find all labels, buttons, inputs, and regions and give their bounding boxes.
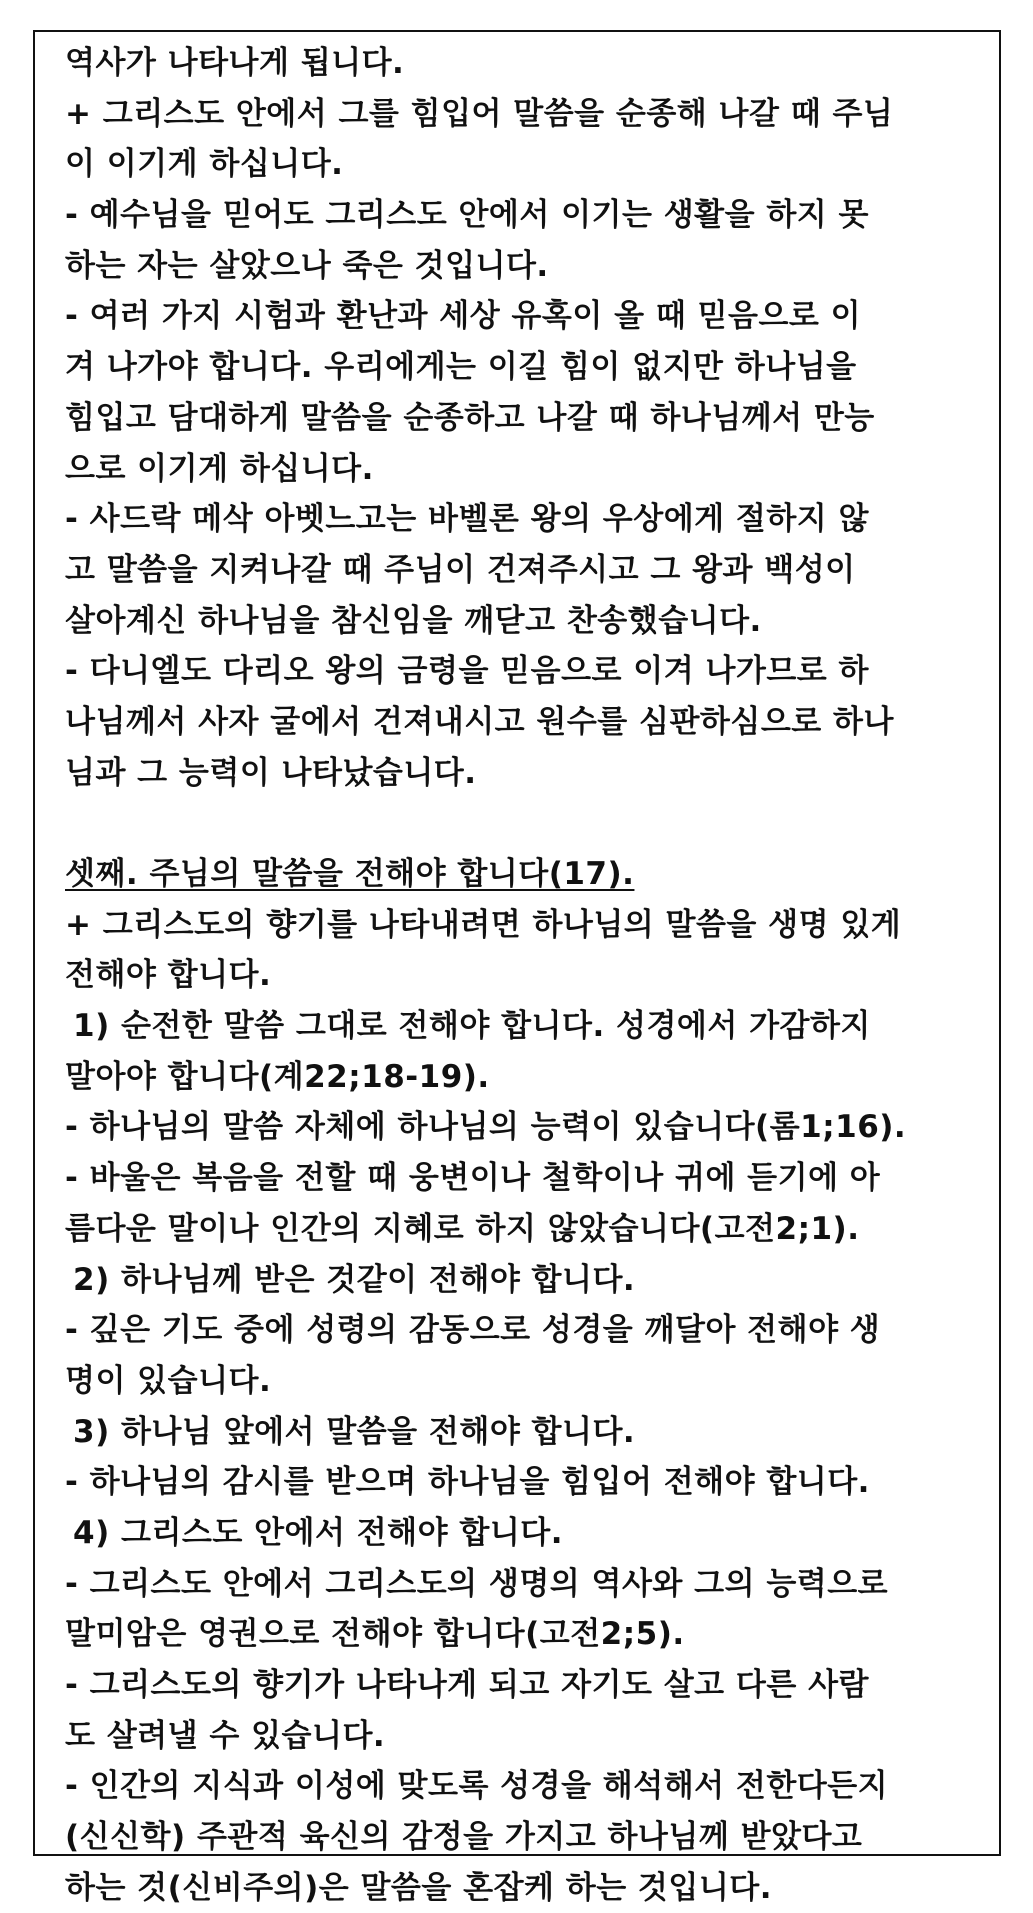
- text-line: 명이 있습니다.: [65, 1362, 272, 1399]
- numbered-point: 1) 순전한 말씀 그대로 전해야 합니다. 성경에서 가감하지: [73, 1008, 871, 1045]
- text-line: - 다니엘도 다리오 왕의 금령을 믿음으로 이겨 나가므로 하: [65, 653, 869, 690]
- text-line: + 그리스도의 향기를 나타내려면 하나님의 말씀을 생명 있게: [65, 906, 902, 943]
- text-line: - 그리스도의 향기가 나타나게 되고 자기도 살고 다른 사람: [65, 1667, 869, 1703]
- text-line: 름다운 말이나 인간의 지혜로 하지 않았습니다(고전2;1).: [65, 1210, 860, 1247]
- text-line: 겨 나가야 합니다. 우리에게는 이길 힘이 없지만 하나님을: [65, 349, 857, 386]
- section-heading: 셋째. 주님의 말씀을 전해야 합니다(17).: [65, 856, 635, 892]
- text-line: 고 말씀을 지켜나갈 때 주님이 건져주시고 그 왕과 백성이: [65, 551, 856, 588]
- text-line: 으로 이기게 하십니다.: [65, 450, 374, 487]
- numbered-point: 3) 하나님 앞에서 말씀을 전해야 합니다.: [73, 1413, 636, 1450]
- document-frame: [33, 30, 1001, 1906]
- text-line: - 하나님의 감시를 받으며 하나님을 힘입어 전해야 합니다.: [65, 1464, 870, 1501]
- section-heading-line: [65, 849, 985, 900]
- text-line: (신신학) 주관적 육신의 감정을 가지고 하나님께 받았다고: [65, 1819, 863, 1856]
- numbered-point: 4) 그리스도 안에서 전해야 합니다.: [73, 1514, 563, 1551]
- text-line: 살아계신 하나님을 참신임을 깨닫고 찬송했습니다.: [65, 602, 762, 639]
- text-line: - 예수님을 믿어도 그리스도 안에서 이기는 생활을 하지 못: [65, 197, 869, 234]
- text-line: 도 살려낼 수 있습니다.: [65, 1717, 386, 1754]
- text-line: - 사드락 메삭 아벳느고는 바벨론 왕의 우상에게 절하지 않: [65, 501, 869, 538]
- text-line: - 인간의 지식과 이성에 맞도록 성경을 해석해서 전한다든지: [65, 1768, 889, 1805]
- text-line: - 그리스도 안에서 그리스도의 생명의 역사와 그의 능력으로: [65, 1565, 889, 1602]
- text-line: 힘입고 담대하게 말씀을 순종하고 나갈 때 하나님께서 만능: [65, 399, 875, 436]
- text-line: - 바울은 복음을 전할 때 웅변이나 철학이나 귀에 듣기에 아: [65, 1160, 881, 1197]
- text-line: 하는 자는 살았으나 죽은 것입니다.: [65, 247, 549, 284]
- text-line: 말미암은 영권으로 전해야 합니다(고전2;5).: [65, 1616, 685, 1653]
- numbered-point: 2) 하나님께 받은 것같이 전해야 합니다.: [73, 1261, 636, 1298]
- text-line: - 하나님의 말씀 자체에 하나님의 능력이 있습니다(롬1;16).: [65, 1109, 907, 1146]
- text-line: 전해야 합니다.: [65, 957, 272, 994]
- text-line: + 그리스도 안에서 그를 힘입어 말씀을 순종해 나갈 때 주님: [65, 95, 894, 132]
- text-line: - 깊은 기도 중에 성령의 감동으로 성경을 깨달아 전해야 생: [65, 1312, 881, 1349]
- document-text: [65, 38, 985, 1913]
- text-line: 말아야 합니다(계22;18-19).: [65, 1058, 490, 1095]
- text-line: - 여러 가지 시험과 환난과 세상 유혹이 올 때 믿음으로 이: [65, 298, 862, 335]
- text-line: 하는 것(신비주의)은 말씀을 혼잡케 하는 것입니다.: [65, 1869, 772, 1906]
- text-line: 이 이기게 하십니다.: [65, 146, 344, 183]
- blank-line: [65, 798, 985, 849]
- text-line: 역사가 나타나게 됩니다.: [65, 45, 405, 81]
- text-line: 나님께서 사자 굴에서 건져내시고 원수를 심판하심으로 하나: [65, 703, 894, 740]
- text-line: 님과 그 능력이 나타났습니다.: [65, 754, 477, 791]
